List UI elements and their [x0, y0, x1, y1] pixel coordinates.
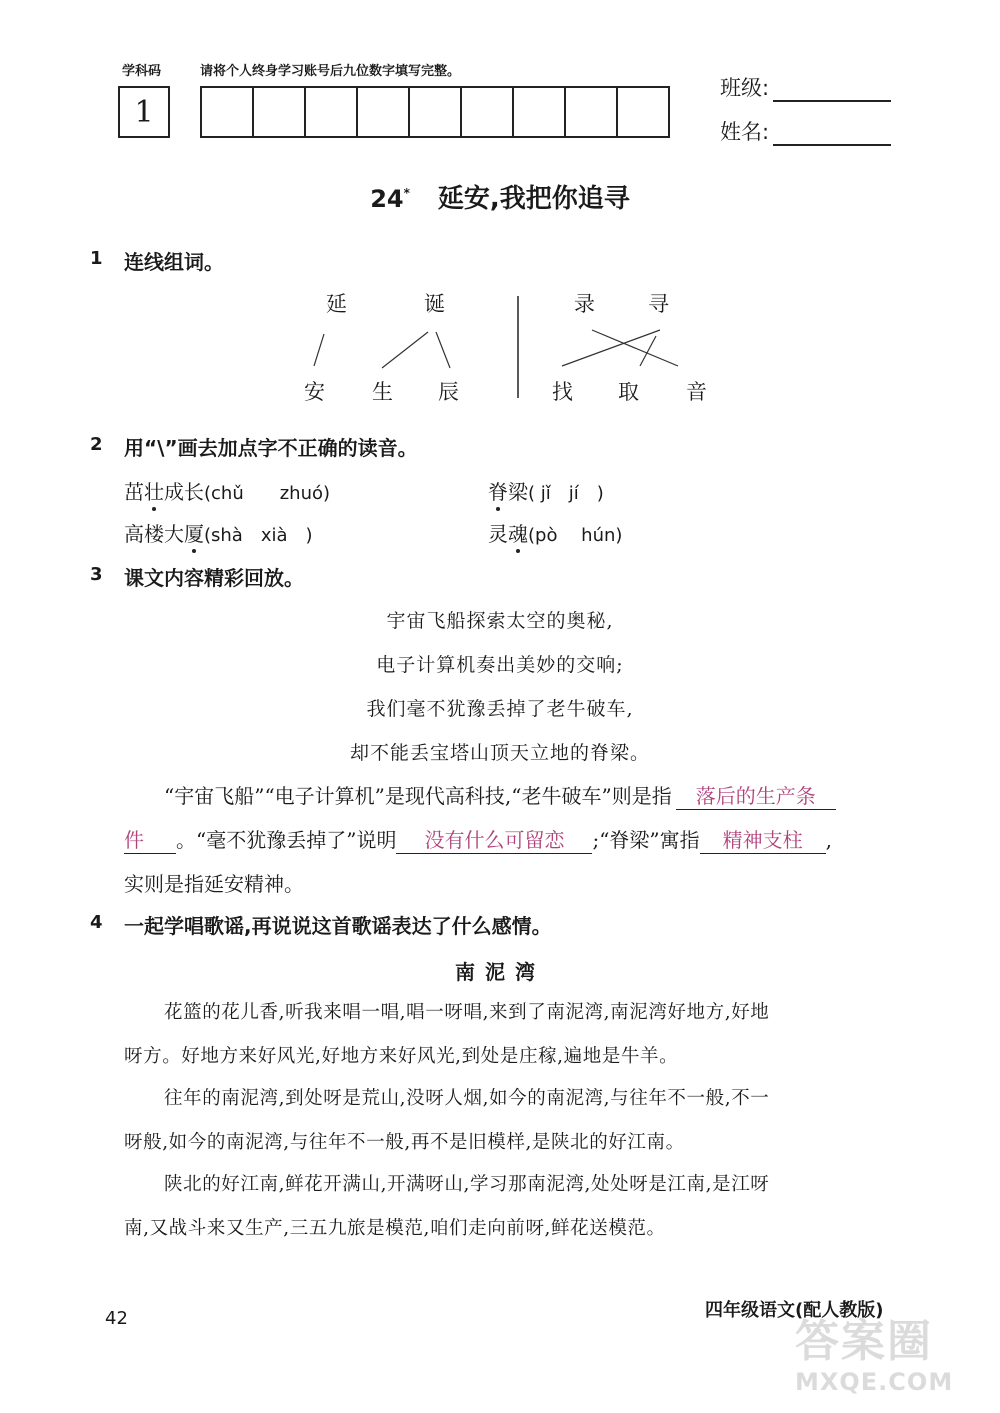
q1-char: 生 [372, 380, 393, 404]
q2-pinyin-options[interactable]: (shà xià ) [204, 525, 313, 546]
q2-dotted-char: 壮 [144, 480, 164, 504]
account-instruction: 请将个人终身学习账号后九位数字填写完整。 [200, 64, 461, 79]
q1-char: 寻 [648, 292, 669, 316]
match-line [382, 332, 428, 368]
q1-char: 辰 [438, 380, 459, 404]
book-title: 四年级语文(配人教版) [705, 1300, 884, 1321]
q2-dotted-char: 脊 [488, 480, 508, 504]
song-line: 南,又战斗来又生产,三五九旅是模范,咱们走向前呀,鲜花送模范。 [124, 1218, 666, 1239]
q4-text: 一起学唱歌谣,再说说这首歌谣表达了什么感情。 [124, 914, 552, 938]
q3-text: 课文内容精彩回放。 [124, 566, 304, 590]
song-line: 陕北的好江南,鲜花开满山,开满呀山,学习那南泥湾,处处呀是江南,是江呀 [164, 1174, 770, 1195]
answer-blank-2[interactable]: 没有什么可留恋 [396, 824, 592, 854]
poem-line: 宇宙飞船探索太空的奥秘, [386, 610, 614, 632]
q1-char: 安 [304, 380, 325, 404]
q2-pinyin-options[interactable]: (chǔ zhuó) [204, 483, 331, 504]
q2-item-text: 茁 [124, 480, 144, 504]
answer-blank-1[interactable]: 落后的生产条 [676, 780, 836, 810]
q1-char: 诞 [424, 292, 445, 316]
lesson-mark: * [403, 186, 410, 201]
q2-item-text: 灵 [488, 522, 508, 546]
song-title: 南泥湾 [455, 960, 545, 984]
lesson-number: 24 [370, 185, 404, 213]
watermark-logo [795, 1316, 995, 1411]
q1-number: 1 [90, 248, 103, 269]
poem-line: 我们毫不犹豫丢掉了老牛破车, [366, 698, 634, 720]
q1-connection-lines [0, 0, 1000, 420]
q1-text: 连线组词。 [124, 250, 224, 274]
answer-blank-3[interactable]: 精神支柱 [700, 824, 826, 854]
q3-line-text: ;“脊梁”寓指 [592, 828, 700, 852]
answer-blank-1-cont[interactable]: 件 [124, 824, 176, 854]
poem-line: 却不能丢宝塔山顶天立地的脊梁。 [349, 742, 650, 764]
q2-dotted-char: 魂 [508, 522, 528, 546]
song-line: 花篮的花儿香,听我来唱一唱,唱一呀唱,来到了南泥湾,南泥湾好地方,好地 [164, 1002, 770, 1023]
q2-item [488, 518, 622, 547]
q2-item [124, 518, 313, 547]
q1-char: 取 [618, 380, 639, 404]
q2-pinyin-options[interactable]: ( jǐ jí ) [528, 483, 604, 504]
q2-item [488, 476, 604, 505]
match-line [314, 334, 324, 366]
q2-number: 2 [90, 434, 103, 455]
match-line [592, 330, 678, 366]
q3-line-text: , [825, 828, 832, 852]
q1-char: 录 [574, 292, 595, 316]
q3-line-2 [124, 824, 832, 854]
q2-dotted-char: 厦 [184, 522, 204, 546]
q2-item-text: 梁 [508, 480, 528, 504]
song-line: 往年的南泥湾,到处呀是荒山,没呀人烟,如今的南泥湾,与往年不一般,不一 [164, 1088, 770, 1109]
q4-number: 4 [90, 912, 103, 933]
q3-line-1 [164, 780, 836, 810]
q3-line-text: “宇宙飞船”“电子计算机”是现代高科技,“老牛破车”则是指 [164, 784, 672, 808]
match-line [436, 332, 450, 368]
q2-item-text: 高楼大 [124, 522, 184, 546]
q2-item-text: 成长 [164, 480, 204, 504]
page-number: 42 [105, 1308, 128, 1329]
match-line [562, 330, 660, 366]
q2-item [124, 476, 330, 505]
q1-char: 音 [686, 380, 707, 404]
song-line: 呀般,如今的南泥湾,与往年不一般,再不是旧模样,是陕北的好江南。 [124, 1132, 685, 1153]
q1-char: 延 [326, 292, 347, 316]
q2-pinyin-options[interactable]: (pò hún) [528, 525, 623, 546]
q1-char: 找 [552, 380, 573, 404]
watermark-text: 答案圈 [795, 1316, 933, 1367]
q2-text: 用“\”画去加点字不正确的读音。 [124, 436, 418, 460]
subject-code-box: 1 [118, 86, 170, 138]
watermark-url: MXQE.COM [795, 1368, 954, 1396]
poem-line: 电子计算机奏出美妙的交响; [376, 654, 624, 676]
q3-line-3: 实则是指延安精神。 [124, 872, 304, 896]
class-label: 班级: [720, 76, 770, 100]
song-line: 呀方。好地方来好风光,好地方来好风光,到处是庄稼,遍地是牛羊。 [124, 1046, 679, 1067]
lesson-title-text: 延安,我把你追寻 [437, 184, 630, 214]
q3-number: 3 [90, 564, 103, 585]
name-label: 姓名: [720, 120, 770, 144]
q3-line-text: 。“毫不犹豫丢掉了”说明 [176, 828, 397, 852]
subject-code-label: 学科码 [122, 64, 162, 79]
